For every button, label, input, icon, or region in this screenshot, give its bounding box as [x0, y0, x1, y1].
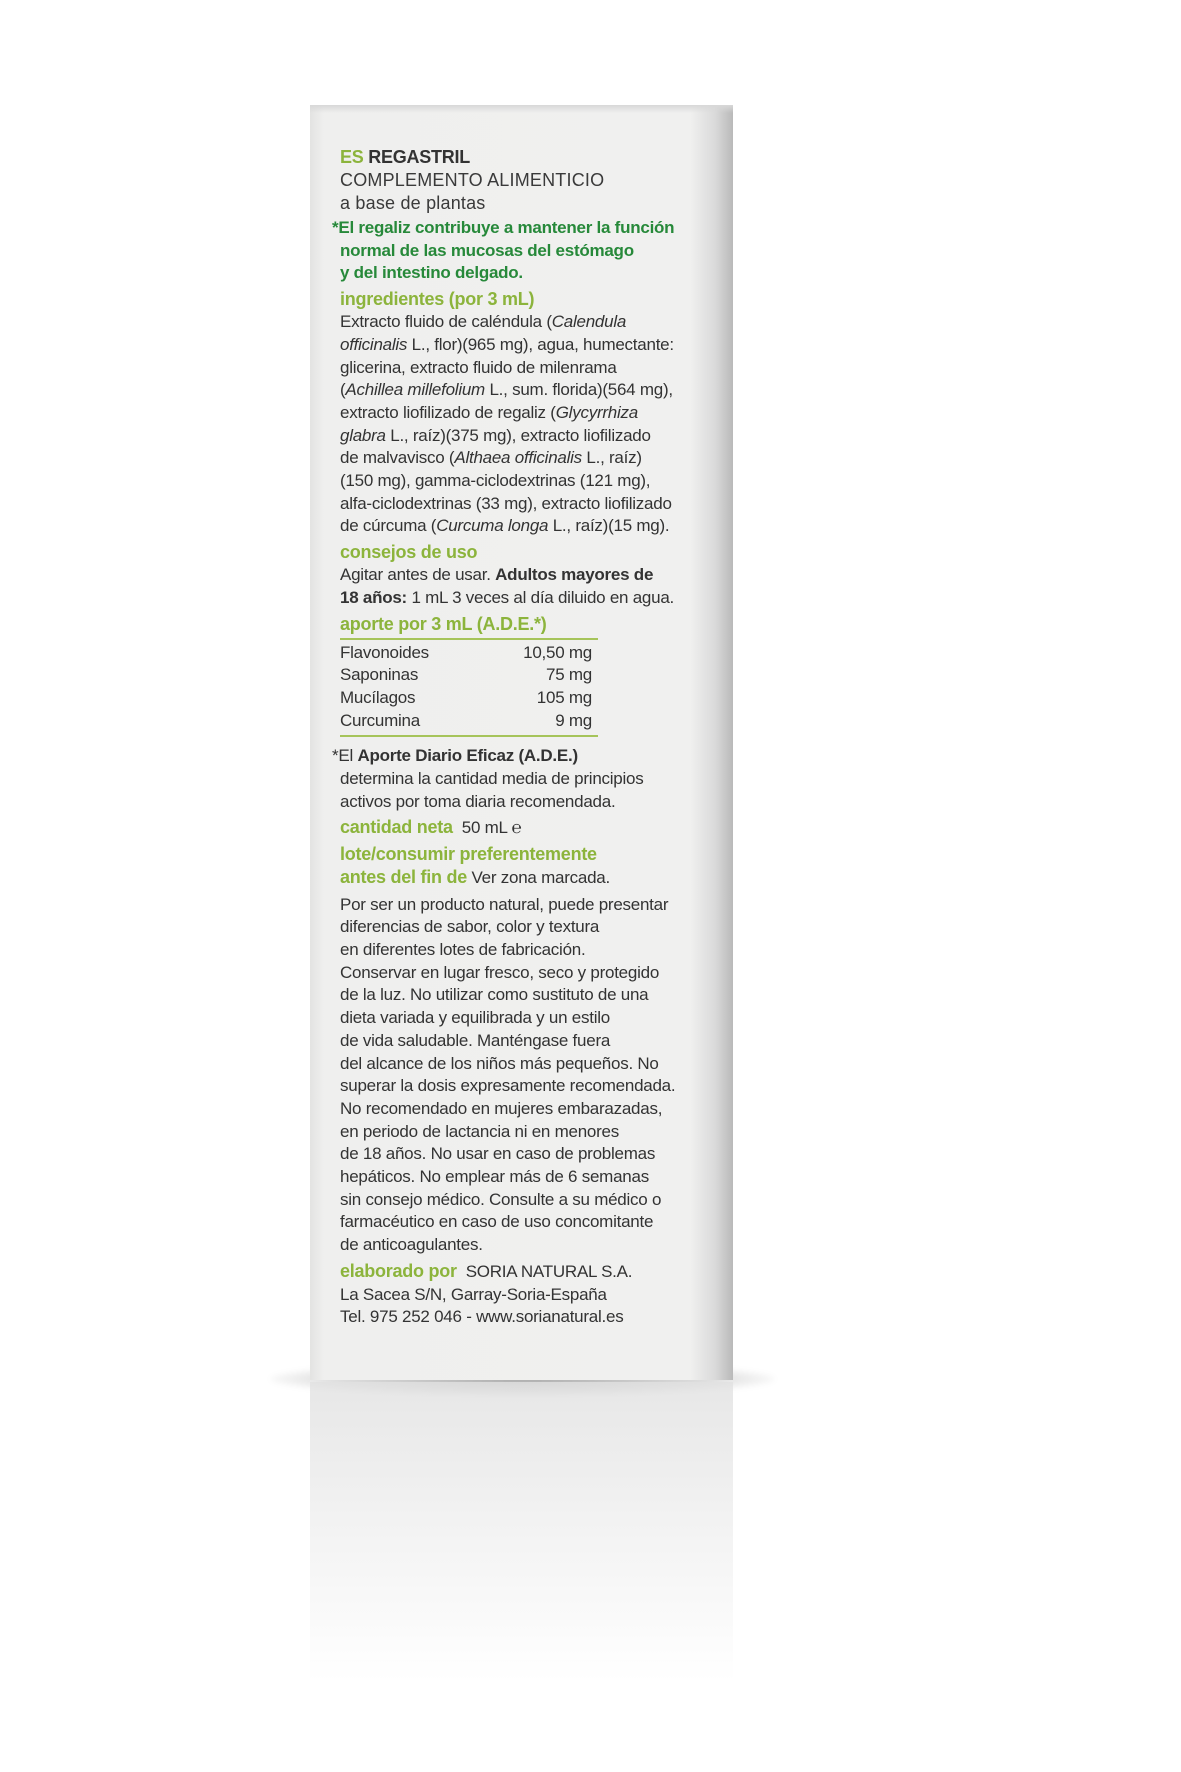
text-line: [340, 515, 720, 538]
text-segment: de cúrcuma (: [340, 516, 437, 536]
warnings-text: [340, 894, 720, 1257]
text-segment: L., raíz)(375 mg), extracto liofilizado: [385, 425, 651, 445]
text-segment: L., raíz): [581, 448, 642, 468]
text-line: y del intestino delgado.: [340, 263, 523, 283]
product-title: [340, 146, 720, 169]
text-line: Tel. 975 252 046 - www.sorianatural.es: [340, 1307, 624, 1327]
text-line: *El regaliz contribuye a mantener la función: [332, 218, 675, 237]
text-line: sin consejo médico. Consulte a su médico o: [340, 1189, 662, 1209]
compound-name: Saponinas: [340, 665, 419, 685]
text-segment: L., raíz)(15 mg).: [548, 516, 670, 536]
text-line: en diferentes lotes de fabricación.: [340, 939, 586, 959]
text-line: [340, 587, 720, 610]
compound-name: Curcumina: [340, 710, 420, 730]
italic-text: Althaea officinalis: [454, 448, 582, 468]
text-segment: L., sum. florida)(564 mg),: [484, 380, 673, 400]
text-line: [340, 447, 720, 470]
text-line: superar la dosis expresamente recomendada.: [340, 1076, 676, 1096]
usage-heading: consejos de uso: [340, 542, 478, 563]
text-line: a base de plantas: [340, 193, 486, 213]
italic-text: Calendula: [551, 312, 627, 332]
ingredients-list: [340, 311, 720, 538]
box-reflection: [310, 1382, 733, 1682]
text-line: en periodo de lactancia ni en menores: [340, 1121, 619, 1141]
ingredients-heading: ingredientes (por 3 mL): [340, 289, 535, 310]
text-segment: alfa-ciclodextrinas (33 mg), extracto liofilizado: [340, 493, 672, 513]
compound-amount: 9 mg: [555, 710, 592, 730]
text-segment: de malvavisco (: [340, 448, 455, 468]
health-claim: [332, 217, 720, 285]
lot-heading-line-2: antes del fin de: [340, 866, 468, 887]
text-line: [340, 768, 720, 791]
text-line: farmacéutico en caso de uso concomitante: [340, 1212, 654, 1232]
text-segment: glicerina, extracto fluido de milenrama: [340, 357, 617, 377]
text-segment: 1 mL 3 veces al día diluido en agua.: [406, 587, 675, 607]
maker-address: [340, 1284, 720, 1329]
text-line: [340, 493, 720, 516]
text-line: [340, 311, 720, 334]
text-line: hepáticos. No emplear más de 6 semanas: [340, 1167, 649, 1187]
text-segment: (150 mg), gamma-ciclodextrinas (121 mg),: [340, 471, 651, 491]
bold-text: 18 años:: [340, 587, 407, 607]
table-row: [340, 642, 598, 665]
product-subtitle: [340, 169, 720, 215]
label-text: [332, 146, 720, 1329]
text-line: [332, 745, 720, 768]
text-line: La Sacea S/N, Garray-Soria-España: [340, 1284, 607, 1304]
text-line: de vida saludable. Manténgase fuera: [340, 1030, 611, 1050]
lot-line: [340, 866, 720, 890]
box-top-edge: [310, 105, 733, 113]
usage-text: [340, 564, 720, 609]
text-line: de 18 años. No usar en caso de problemas: [340, 1144, 656, 1164]
compound-name: Flavonoides: [340, 642, 429, 662]
compound-name: Mucílagos: [340, 687, 416, 707]
text-line: de la luz. No utilizar como sustituto de una: [340, 985, 649, 1005]
text-segment: extracto liofilizado de regaliz (: [340, 402, 556, 422]
ade-note: [332, 745, 720, 813]
text-line: de anticoagulantes.: [340, 1235, 483, 1255]
compound-amount: 105 mg: [536, 687, 592, 707]
italic-text: Achillea millefolium: [345, 380, 485, 400]
text-line: COMPLEMENTO ALIMENTICIO: [340, 170, 605, 190]
compound-amount: 10,50 mg: [523, 642, 592, 662]
text-segment: (: [340, 380, 346, 400]
net-quantity-value: 50 mL ℮: [461, 818, 522, 838]
lot-heading-line-1: lote/consumir preferentemente: [340, 844, 597, 865]
text-line: diferencias de sabor, color y textura: [340, 917, 600, 937]
text-line: [340, 379, 720, 402]
text-line: [340, 791, 720, 814]
text-segment: Agitar antes de usar.: [340, 565, 496, 585]
text-line: del alcance de los niños más pequeños. No: [340, 1053, 659, 1073]
net-quantity: [340, 816, 720, 840]
maker-line: [340, 1260, 720, 1284]
language-code: ES: [340, 147, 364, 167]
text-line: [340, 470, 720, 493]
bold-text: Aporte Diario Eficaz (A.D.E.): [357, 746, 578, 766]
text-segment: activos por toma diaria recomendada.: [340, 791, 616, 811]
table-row: [340, 687, 598, 710]
maker-name: SORIA NATURAL S.A.: [465, 1261, 633, 1281]
text-line: [340, 357, 720, 380]
maker-heading: elaborado por: [340, 1260, 457, 1281]
text-line: [340, 564, 720, 587]
italic-text: Curcuma longa: [436, 516, 549, 536]
italic-text: Glycyrrhiza: [555, 402, 638, 422]
text-line: No recomendado en mujeres embarazadas,: [340, 1098, 663, 1118]
text-line: [340, 425, 720, 448]
product-name: REGASTRIL: [368, 147, 471, 167]
text-segment: Extracto fluido de caléndula (: [340, 312, 552, 332]
text-line: normal de las mucosas del estómago: [340, 240, 634, 260]
italic-text: glabra: [340, 425, 386, 445]
table-row: [340, 664, 598, 687]
lot-value: Ver zona marcada.: [471, 867, 610, 887]
net-quantity-heading: cantidad neta: [340, 817, 453, 838]
text-line: [340, 402, 720, 425]
contribution-table: [340, 638, 598, 738]
text-segment: L., flor)(965 mg), agua, humectante:: [407, 334, 674, 354]
text-segment: determina la cantidad media de principios: [340, 769, 644, 789]
text-segment: *El: [332, 746, 358, 766]
contribution-heading: aporte por 3 mL (A.D.E.*): [340, 613, 547, 634]
text-line: dieta variada y equilibrada y un estilo: [340, 1008, 610, 1028]
italic-text: officinalis: [340, 334, 408, 354]
text-line: Conservar en lugar fresco, seco y protegido: [340, 962, 660, 982]
table-row: [340, 710, 598, 733]
text-line: [340, 334, 720, 357]
bold-text: Adultos mayores de: [495, 565, 654, 585]
text-line: Por ser un producto natural, puede presentar: [340, 894, 669, 914]
compound-amount: 75 mg: [546, 665, 592, 685]
